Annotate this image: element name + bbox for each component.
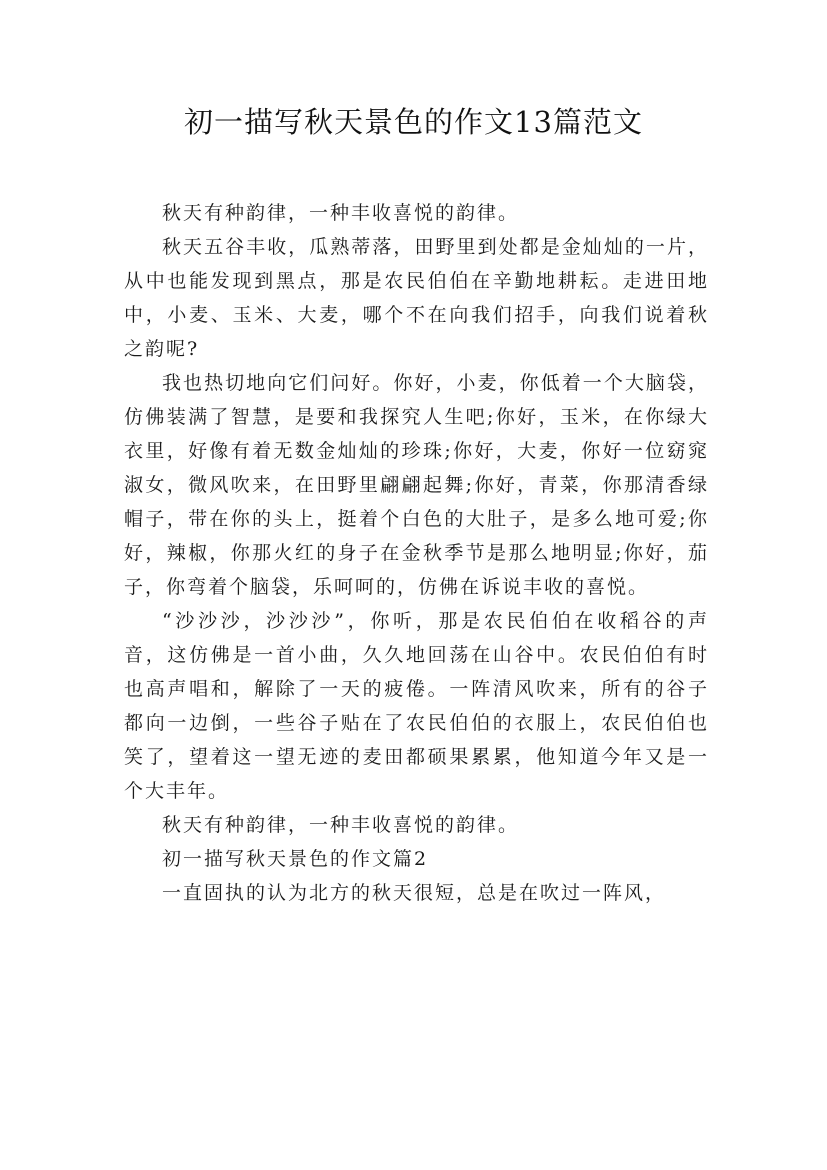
document-body — [124, 196, 709, 910]
paragraph: “沙沙沙，沙沙沙”，你听，那是农民伯伯在收稻谷的声音，这仿佛是一首小曲，久久地回荡在山谷中。农民伯伯有时也高声唱和，解除了一天的疲倦。一阵清风吹来，所有的谷子都向一边倒，一些谷子贴在了农民伯伯的衣服上，农民伯伯也笑了，望着这一望无迹的麦田都硕果累累，他知道今年又是一个大丰年。 — [124, 610, 709, 802]
paragraph: 一直固执的认为北方的秋天很短，总是在吹过一阵风， — [162, 882, 667, 904]
document-title: 初一描写秋天景色的作文13篇范文 — [184, 105, 643, 139]
paragraph: 秋天五谷丰收，瓜熟蒂落，田野里到处都是金灿灿的一片，从中也能发现到黑点，那是农民伯伯在辛勤地耕耘。走进田地中，小麦、玉米、大麦，哪个不在向我们招手，向我们说着秋之韵呢? — [124, 236, 709, 360]
paragraph: 秋天有种韵律，一种丰收喜悦的韵律。 — [162, 202, 520, 224]
section-heading: 初一描写秋天景色的作文篇2 — [162, 848, 429, 870]
paragraph: 秋天有种韵律，一种丰收喜悦的韵律。 — [162, 814, 520, 836]
paragraph: 我也热切地向它们问好。你好，小麦，你低着一个大脑袋，仿佛装满了智慧，是要和我探究人生吧;你好，玉米，在你绿大衣里，好像有着无数金灿灿的珍珠;你好，大麦，你好一位窈窕淑女，微风吹来，在田野里翩翩起舞;你好，青菜，你那清香绿帽子，带在你的头上，挺着个白色的大肚子，是多么地可爱;你好，辣椒，你那火红的身子在金秋季节是那么地明显;你好，茄子，你弯着个脑袋，乐呵呵的，仿佛在诉说丰收的喜悦。 — [124, 372, 709, 598]
